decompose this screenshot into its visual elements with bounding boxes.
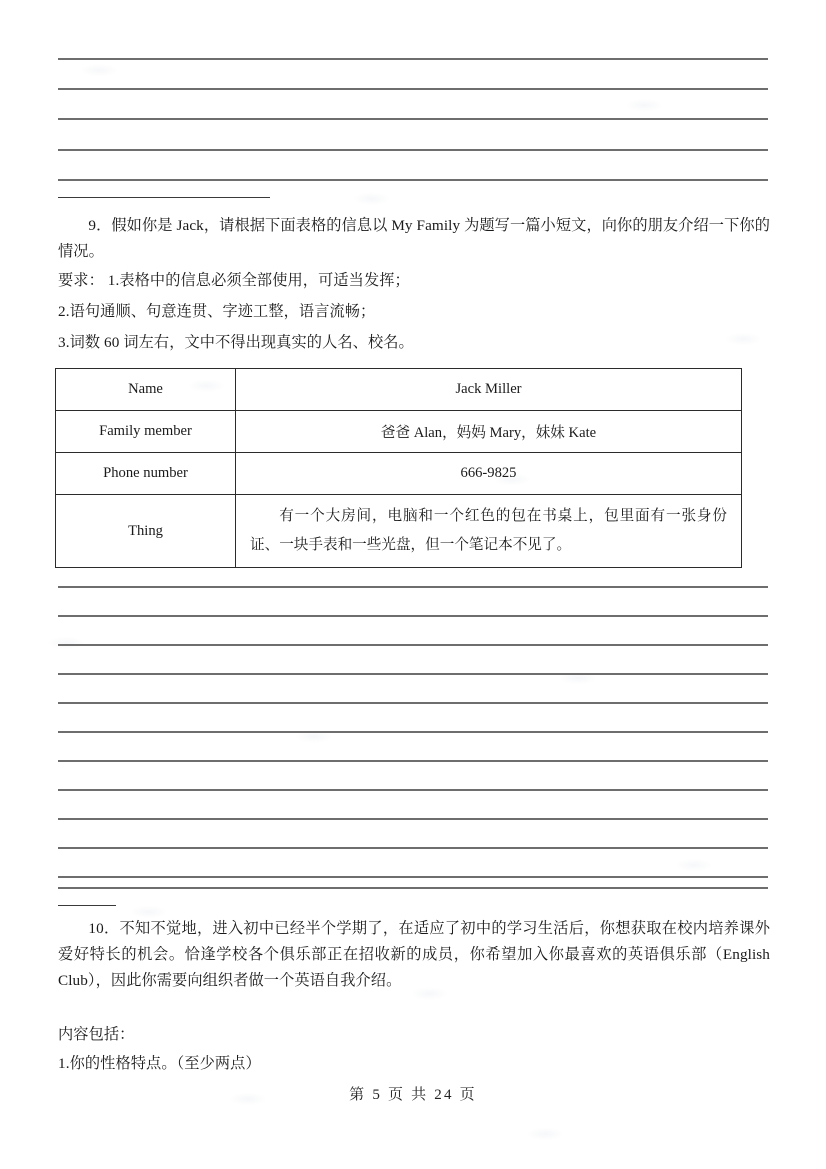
answer-line <box>58 88 768 90</box>
table-cell-label: Name <box>56 369 236 411</box>
answer-line <box>58 644 768 646</box>
question-10-stem: 10．不知不觉地，进入初中已经半个学期了，在适应了初中的学习生活后，你想获取在校内培养课外爱好特长的机会。恰逢学校各个俱乐部正在招收新的成员，你希望加入你最喜欢的英语俱乐部（English Club），因此你需要向组织者做一个英语自我介绍。 <box>58 920 770 989</box>
question-10-content-header: 内容包括： <box>58 1026 135 1043</box>
answer-line <box>58 615 768 617</box>
answer-line <box>58 760 768 762</box>
question-9-requirement-1: 要求： 1.表格中的信息必须全部使用，可适当发挥； <box>58 272 410 289</box>
answer-line <box>58 789 768 791</box>
answer-line <box>58 149 768 151</box>
answer-line <box>58 731 768 733</box>
answer-line-short <box>58 905 116 906</box>
table-row <box>56 369 742 411</box>
question-9-requirement-2: 2.语句通顺、句意连贯、字迹工整，语言流畅； <box>58 303 376 320</box>
answer-line <box>58 702 768 704</box>
page-footer: 第 5 页 共 24 页 <box>349 1087 477 1103</box>
answer-line <box>58 887 768 889</box>
answer-line-short <box>58 197 270 198</box>
answer-line <box>58 586 768 588</box>
family-info-table <box>55 368 742 568</box>
table-cell-label: Phone number <box>56 453 236 495</box>
table-cell-label: Thing <box>56 495 236 568</box>
answer-line <box>58 58 768 60</box>
table-row <box>56 411 742 453</box>
table-cell-value: 爸爸 Alan，妈妈 Mary，妹妹 Kate <box>236 411 742 453</box>
table-cell-value: 有一个大房间，电脑和一个红色的包在书桌上，包里面有一张身份证、一块手表和一些光盘，但一个笔记本不见了。 <box>236 495 742 568</box>
question-10-content-item-1: 1.你的性格特点。（至少两点） <box>58 1055 261 1072</box>
answer-line <box>58 118 768 120</box>
question-9-requirement-3: 3.词数 60 词左右，文中不得出现真实的人名、校名。 <box>58 334 414 351</box>
answer-line <box>58 818 768 820</box>
answer-line <box>58 876 768 878</box>
table-cell-label: Family member <box>56 411 236 453</box>
answer-line <box>58 673 768 675</box>
answer-line <box>58 179 768 181</box>
answer-line <box>58 847 768 849</box>
question-9-stem: 9．假如你是 Jack，请根据下面表格的信息以 My Family 为题写一篇小短文，向你的朋友介绍一下你的情况。 <box>58 217 770 260</box>
table-cell-value: Jack Miller <box>236 369 742 411</box>
table-cell-value: 666-9825 <box>236 453 742 495</box>
table-row <box>56 453 742 495</box>
table-row <box>56 495 742 568</box>
